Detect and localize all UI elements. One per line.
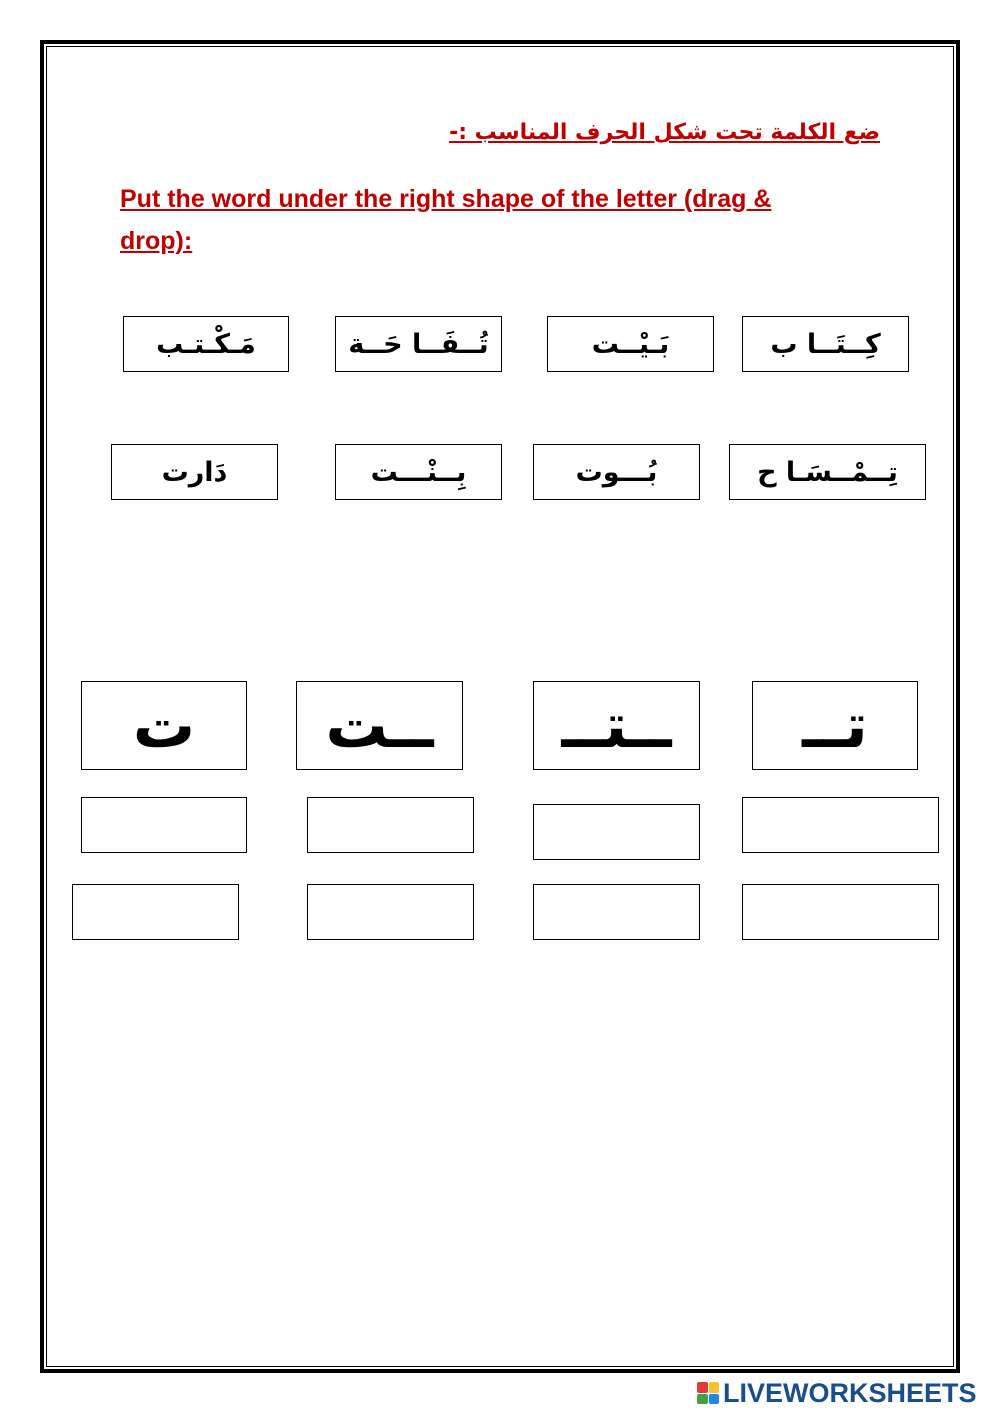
instruction-arabic: ضع الكلمة تحت شكل الحرف المناسب :- — [449, 120, 880, 145]
draggable-word[interactable]: بُـــوت — [533, 444, 700, 500]
letter-shape-medial: ــتــ — [533, 681, 700, 770]
logo-square — [697, 1394, 708, 1405]
drop-zone[interactable] — [307, 797, 474, 853]
draggable-word[interactable]: دَارت — [111, 444, 278, 500]
letter-shape-initial: تــ — [752, 681, 918, 770]
drop-zone[interactable] — [742, 884, 939, 940]
liveworksheets-logo-icon — [697, 1382, 719, 1404]
letter-shape-final: ــت — [296, 681, 463, 770]
liveworksheets-brand — [697, 1378, 977, 1408]
drop-zone[interactable] — [307, 884, 474, 940]
draggable-word[interactable]: بِــنْـــت — [335, 444, 502, 500]
draggable-word[interactable]: مَـكْـتـب — [123, 316, 289, 372]
draggable-word[interactable]: تِــمْــسَـا ح — [729, 444, 926, 500]
drop-zone[interactable] — [72, 884, 239, 940]
draggable-word[interactable]: كِــتَــا ب — [742, 316, 909, 372]
drop-zone[interactable] — [81, 797, 247, 853]
drop-zone[interactable] — [533, 804, 700, 860]
logo-square — [709, 1394, 720, 1405]
draggable-word[interactable]: بَـيْــت — [547, 316, 714, 372]
logo-square — [709, 1382, 720, 1393]
letter-shape-isolated: ت — [81, 681, 247, 770]
drop-zone[interactable] — [742, 797, 939, 853]
logo-square — [697, 1382, 708, 1393]
drop-zone[interactable] — [533, 884, 700, 940]
instruction-english: Put the word under the right shape of the letter (drag & drop): — [120, 185, 772, 255]
draggable-word[interactable]: تُــفَــا حَــة — [335, 316, 502, 372]
brand-name: LIVEWORKSHEETS — [723, 1377, 977, 1408]
